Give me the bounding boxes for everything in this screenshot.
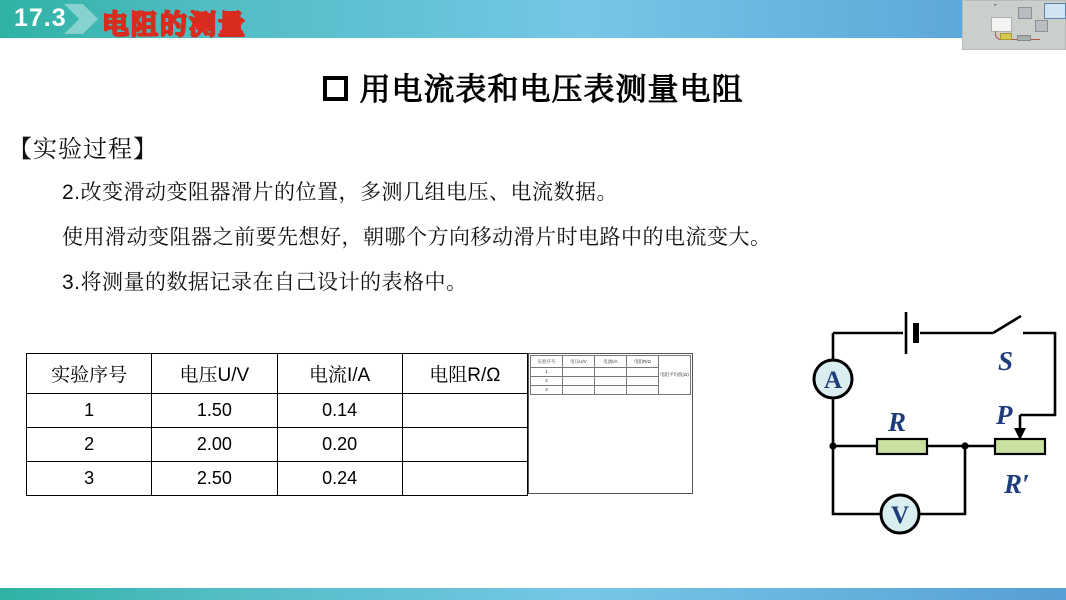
- table-header-row: [27, 354, 528, 394]
- rheostat-icon: [995, 439, 1045, 454]
- top-title-bar: [0, 0, 1066, 38]
- lesson-title: 电阻的测量: [102, 10, 247, 40]
- rheostat-label: R′: [1004, 469, 1030, 499]
- mini-cell: 3: [531, 386, 563, 395]
- cell-trial: 1: [27, 394, 152, 428]
- col-header-trial: 实验序号: [27, 354, 152, 394]
- cell-voltage: 2.50: [152, 462, 277, 496]
- chevron-right-icon: [64, 4, 98, 34]
- switch-icon: [993, 316, 1021, 333]
- bottom-accent-bar: [0, 588, 1066, 600]
- cell-trial: 3: [27, 462, 152, 496]
- experiment-photo-thumbnail: [962, 0, 1066, 50]
- thumb-meter-icon: [1018, 7, 1032, 19]
- mini-cell: [563, 377, 595, 386]
- sample-mini-table: [530, 355, 691, 395]
- page-title: [0, 64, 1066, 109]
- voltmeter-letter: V: [890, 502, 910, 529]
- mini-cell: 1: [531, 368, 563, 377]
- slider-arrow-icon: [1014, 415, 1026, 440]
- voltmeter-icon: [881, 495, 919, 533]
- section-label: 【实验过程】: [8, 136, 158, 163]
- cell-resistance: [402, 394, 527, 428]
- cell-voltage: 1.50: [152, 394, 277, 428]
- cell-resistance: [402, 462, 527, 496]
- battery-icon: [906, 312, 916, 354]
- mini-cell: [627, 386, 659, 395]
- step-line: 使用滑动变阻器之前要先想好，朝哪个方向移动滑片时电路中的电流变大。: [62, 226, 772, 249]
- circuit-diagram: [800, 300, 1066, 550]
- mini-cell: [627, 377, 659, 386]
- ammeter-letter: A: [823, 367, 843, 394]
- thumb-switch: [1000, 33, 1012, 40]
- thumb-caption: ▪▪: [994, 2, 997, 7]
- page-title-text: 用电流表和电压表测量电阻: [359, 72, 744, 107]
- cell-voltage: 2.00: [152, 428, 277, 462]
- mini-cell: [595, 368, 627, 377]
- thumb-resistor: [1017, 35, 1031, 41]
- thumb-circuit-inset: [1044, 3, 1066, 19]
- col-header-resistance: 电阻R/Ω: [402, 354, 527, 394]
- slider-label: P: [996, 400, 1013, 430]
- table-row: [27, 394, 528, 428]
- mini-cell: [595, 386, 627, 395]
- square-bullet-icon: [323, 76, 348, 101]
- ammeter-icon: [814, 360, 852, 398]
- mini-cell: [595, 377, 627, 386]
- step-line: 2.改变滑动变阻器滑片的位置，多测几组电压、电流数据。: [62, 181, 619, 204]
- col-header-voltage: 电压U/V: [152, 354, 277, 394]
- cell-resistance: [402, 428, 527, 462]
- mini-header: 电流I/A: [595, 356, 627, 368]
- junction-dot: [961, 442, 968, 449]
- cell-trial: 2: [27, 428, 152, 462]
- mini-cell: [563, 368, 595, 377]
- resistor-label: R: [888, 407, 907, 437]
- step-line: 3.将测量的数据记录在自己设计的表格中。: [62, 271, 468, 294]
- cell-current: 0.14: [277, 394, 402, 428]
- table-row: [27, 462, 528, 496]
- mini-header: 电压U/V: [563, 356, 595, 368]
- mini-header: 电阻R/Ω: [627, 356, 659, 368]
- thumb-battery-box: [991, 17, 1012, 32]
- mini-cell: [563, 386, 595, 395]
- switch-label: S: [998, 346, 1014, 376]
- table-row: [27, 428, 528, 462]
- junction-dot: [829, 442, 836, 449]
- mini-header: 实验序号: [531, 356, 563, 368]
- mini-header: 电阻平均值(Ω): [659, 356, 691, 395]
- cell-current: 0.24: [277, 462, 402, 496]
- measurement-table: [26, 353, 528, 496]
- mini-cell: 2: [531, 377, 563, 386]
- lesson-number: 17.3: [14, 4, 67, 32]
- cell-current: 0.20: [277, 428, 402, 462]
- sample-table-image: [528, 353, 693, 494]
- col-header-current: 电流I/A: [277, 354, 402, 394]
- resistor-icon: [877, 439, 927, 454]
- mini-cell: [627, 368, 659, 377]
